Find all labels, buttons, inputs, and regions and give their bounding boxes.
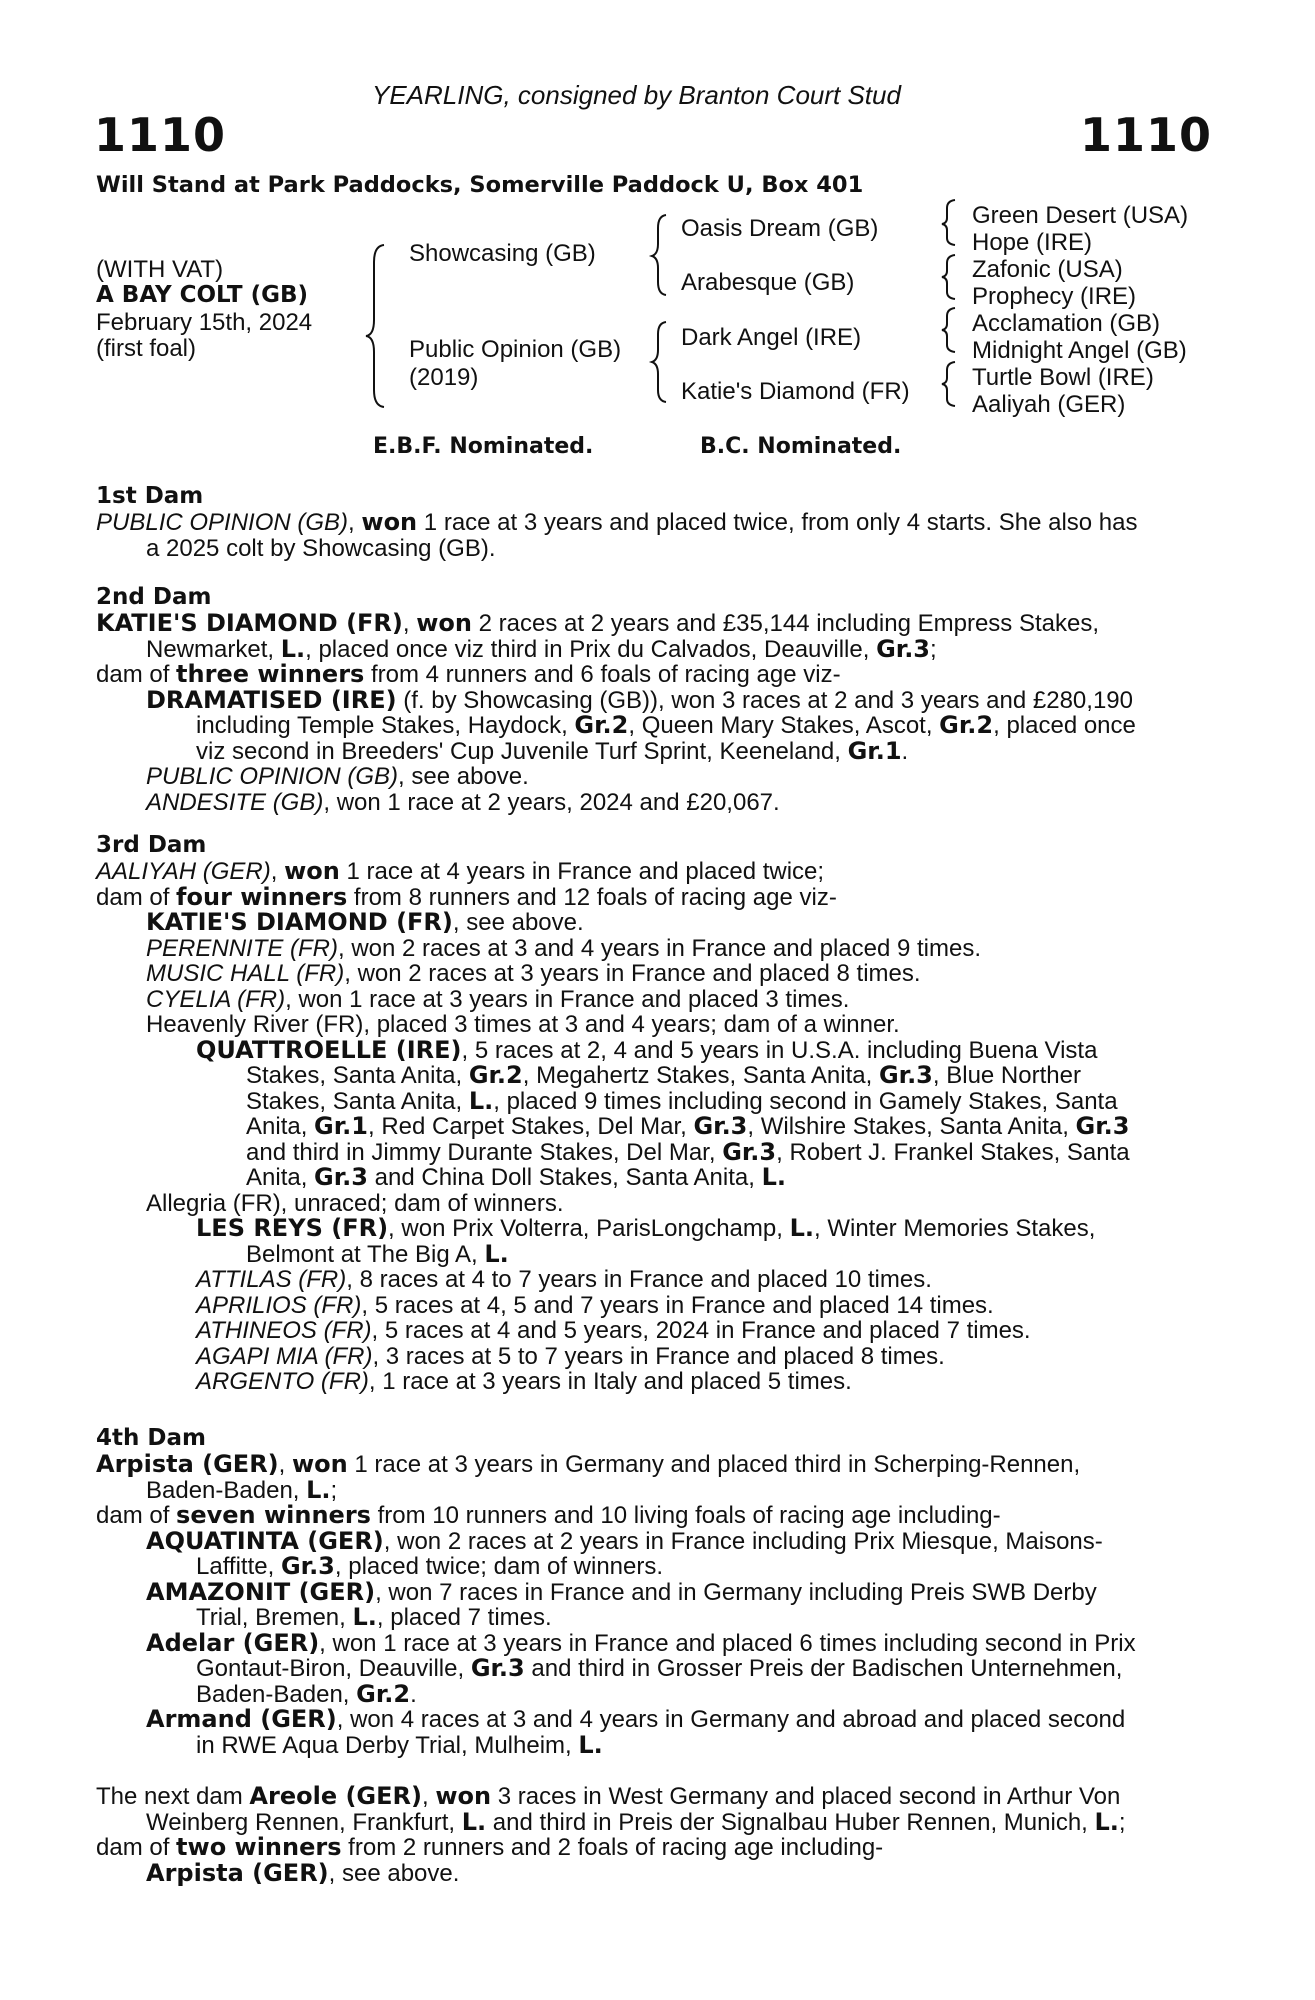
text: , 5 races at 4 and 5 years, 2024 in France and placed 7 times.: [371, 1317, 1031, 1344]
text: , won 7 races in France and in Germany including Preis SWB Derby: [375, 1578, 1097, 1606]
text: , placed 9 times including second in Gamely Stakes, Santa: [493, 1087, 1118, 1115]
progeny-name: ARGENTO (FR): [196, 1368, 369, 1395]
text: Belmont at The Big A,: [246, 1240, 485, 1268]
text: , 1 race at 3 years in Italy and placed 5 times.: [368, 1368, 852, 1395]
bc-nominated: B.C. Nominated.: [700, 434, 902, 459]
progeny-name: QUATTROELLE (IRE): [196, 1035, 462, 1064]
text: 2 races at 2 years and £35,144 including Empress Stakes,: [471, 610, 1100, 637]
text: Stakes, Santa Anita,: [246, 1087, 469, 1115]
text: , Wilshire Stakes, Santa Anita,: [747, 1113, 1076, 1140]
text: , placed 7 times.: [376, 1604, 552, 1631]
grade-label: Gr.2: [939, 711, 994, 739]
sire-name: Showcasing (GB): [409, 240, 596, 267]
text: dam of: [96, 1502, 177, 1529]
text: , won 1 race at 3 years in France and placed 3 times.: [285, 985, 850, 1013]
text: and third in Preis der Signalbau Huber Rennen, Munich,: [486, 1808, 1095, 1836]
text: , won 4 races at 3 and 4 years in Germany and abroad and placed second: [336, 1706, 1126, 1733]
grade-label: Gr.2: [356, 1679, 411, 1708]
text: , won 1 race at 2 years, 2024 and £20,067.: [323, 788, 780, 816]
ped-sds: Zafonic (USA): [972, 256, 1123, 283]
text: 1 race at 3 years in Germany and placed third in Scherping-Rennen,: [347, 1451, 1081, 1478]
text: The next dam: [96, 1783, 250, 1810]
ped-ssd: Hope (IRE): [972, 229, 1093, 256]
horse-name: A BAY COLT (GB): [96, 282, 309, 308]
text: Baden-Baden,: [146, 1476, 307, 1504]
ebf-nominated: E.B.F. Nominated.: [373, 434, 594, 459]
won-label: won: [284, 857, 340, 885]
grade-label: L.: [352, 1603, 377, 1631]
grade-label: Gr.2: [574, 711, 629, 739]
text: , Robert J. Frankel Stakes, Santa: [776, 1138, 1130, 1166]
won-label: won: [361, 508, 418, 536]
text: , placed once viz third in Prix du Calvados, Deauville,: [305, 635, 877, 663]
text: , won Prix Volterra, ParisLongchamp,: [388, 1215, 790, 1242]
fourth-dam-title: 4th Dam: [96, 1425, 206, 1451]
text: ;: [1118, 1808, 1126, 1836]
text: Trial, Bremen,: [196, 1604, 353, 1631]
grade-label: Gr.1: [314, 1112, 368, 1140]
text: 1 race at 3 years and placed twice, from only 4 starts. She also has: [417, 509, 1138, 536]
text: ,: [421, 1783, 436, 1810]
grade-label: L.: [461, 1807, 487, 1836]
grade-label: Gr.3: [876, 634, 931, 663]
text: and China Doll Stakes, Santa Anita,: [367, 1164, 762, 1191]
second-dam-section: [96, 584, 1206, 815]
text: , see above.: [452, 909, 584, 936]
second-dam-title: 2nd Dam: [96, 584, 212, 610]
grade-label: Gr.3: [878, 1061, 933, 1089]
sire-dam: Arabesque (GB): [681, 269, 855, 296]
text: ;: [930, 635, 937, 663]
winners-count: four winners: [176, 882, 348, 911]
text: Anita,: [246, 1113, 315, 1140]
progeny-name: KATIE'S DIAMOND (FR): [146, 908, 453, 936]
text-line: Allegria (FR), unraced; dam of winners.: [146, 1189, 564, 1217]
text-line: a 2025 colt by Showcasing (GB).: [146, 534, 496, 562]
consignment-line: YEARLING, consigned by Branton Court Stud: [372, 80, 901, 110]
text: Newmarket,: [146, 635, 281, 663]
text: , Winter Memories Stakes,: [814, 1215, 1096, 1242]
text: , placed once: [993, 712, 1136, 739]
grade-label: L.: [1094, 1807, 1119, 1836]
text: from 10 runners and 10 living foals of racing age including-: [370, 1502, 1001, 1529]
progeny-name: ATHINEOS (FR): [196, 1317, 372, 1344]
text: and third in Grosser Preis der Badischen Unternehmen,: [524, 1655, 1123, 1682]
stabling-location: Will Stand at Park Paddocks, Somerville Paddock U, Box 401: [96, 172, 864, 198]
grade-label: Gr.3: [314, 1163, 368, 1191]
progeny-name: AMAZONIT (GER): [146, 1577, 376, 1606]
ped-ddd: Aaliyah (GER): [972, 391, 1126, 418]
text: including Temple Stakes, Haydock,: [196, 712, 575, 739]
text: and third in Jimmy Durante Stakes, Del Mar,: [246, 1138, 723, 1166]
text: Stakes, Santa Anita,: [246, 1062, 469, 1089]
vat-note: (WITH VAT): [96, 256, 224, 283]
progeny-name: ATTILAS (FR): [196, 1266, 347, 1293]
text: Baden-Baden,: [196, 1680, 357, 1708]
progeny-name: MUSIC HALL (FR): [146, 960, 345, 987]
ped-dss: Acclamation (GB): [972, 310, 1161, 337]
ped-sss: Green Desert (USA): [972, 202, 1189, 229]
horse-dob: February 15th, 2024: [96, 309, 313, 336]
grade-label: Gr.3: [280, 1552, 335, 1580]
grade-label: Gr.3: [1075, 1112, 1130, 1140]
winners-count: seven winners: [176, 1501, 371, 1529]
lot-number-right: 1110: [1080, 108, 1213, 162]
text: dam of: [96, 883, 177, 911]
dam4-name: Arpista (GER): [96, 1450, 279, 1478]
progeny-name: CYELIA (FR): [146, 985, 286, 1013]
text: 3 races in West Germany and placed second in Arthur Von: [491, 1783, 1121, 1810]
text: (f. by Showcasing (GB)), won 3 races at 2 and 3 years and £280,190: [396, 686, 1133, 714]
dam-sire: Dark Angel (IRE): [681, 324, 862, 351]
progeny-name: Adelar (GER): [146, 1628, 320, 1657]
text: .: [901, 737, 909, 765]
winners-count: two winners: [176, 1833, 342, 1861]
progeny-name: AQUATINTA (GER): [146, 1526, 384, 1555]
text: , won 2 races at 3 and 4 years in France and placed 9 times.: [338, 934, 982, 962]
text: ,: [270, 858, 285, 885]
grade-label: Gr.1: [847, 736, 902, 765]
text: ;: [330, 1476, 338, 1504]
grade-label: L.: [484, 1239, 509, 1268]
grade-label: L.: [468, 1086, 494, 1115]
third-dam-section: [96, 832, 1206, 1395]
grade-label: Gr.3: [693, 1112, 748, 1140]
progeny-name: Arpista (GER): [146, 1858, 329, 1887]
third-dam-title: 3rd Dam: [96, 832, 207, 858]
ped-dsd: Midnight Angel (GB): [972, 337, 1187, 364]
text: , 5 races at 2, 4 and 5 years in U.S.A. including Buena Vista: [461, 1036, 1098, 1064]
text: dam of: [96, 661, 177, 688]
won-label: won: [435, 1782, 492, 1810]
text: , won 2 races at 3 years in France and placed 8 times.: [344, 960, 921, 987]
first-dam-section: [96, 483, 1206, 561]
dam-dam: Katie's Diamond (FR): [681, 378, 910, 405]
text: viz second in Breeders' Cup Juvenile Turf Sprint, Keeneland,: [196, 737, 848, 765]
text: Gontaut-Biron, Deauville,: [196, 1655, 471, 1682]
lot-number-left: 1110: [94, 108, 227, 162]
dam1-name: PUBLIC OPINION (GB): [96, 509, 349, 536]
text: Anita,: [246, 1164, 315, 1191]
sire-sire: Oasis Dream (GB): [681, 215, 879, 242]
progeny-name: AGAPI MIA (FR): [196, 1342, 373, 1370]
text: , placed twice; dam of winners.: [334, 1553, 664, 1580]
text: from 2 runners and 2 foals of racing age including-: [341, 1834, 884, 1861]
text: , Red Carpet Stakes, Del Mar,: [367, 1113, 694, 1140]
text: from 8 runners and 12 foals of racing age viz-: [347, 883, 837, 911]
progeny-name: ANDESITE (GB): [146, 788, 324, 816]
text: , see above.: [398, 763, 529, 790]
progeny-name: DRAMATISED (IRE): [146, 685, 397, 714]
grade-label: L.: [789, 1214, 814, 1242]
first-dam-title: 1st Dam: [96, 483, 204, 509]
text: Laffitte,: [196, 1553, 281, 1580]
text: , 3 races at 5 to 7 years in France and placed 8 times.: [372, 1342, 945, 1370]
text: , 8 races at 4 to 7 years in France and placed 10 times.: [346, 1266, 932, 1293]
text: , Queen Mary Stakes, Ascot,: [628, 712, 940, 739]
dam2-name: KATIE'S DIAMOND (FR): [96, 609, 403, 637]
dam5-name: Areole (GER): [249, 1782, 422, 1810]
dam-name: Public Opinion (GB): [409, 336, 622, 363]
text: ,: [348, 509, 362, 536]
ped-dds: Turtle Bowl (IRE): [972, 364, 1154, 391]
grade-label: L.: [306, 1475, 331, 1504]
text: , won 1 race at 3 years in France and placed 6 times including second in Prix: [319, 1629, 1136, 1657]
won-label: won: [291, 1450, 348, 1478]
progeny-name: Armand (GER): [146, 1705, 337, 1733]
text: in RWE Aqua Derby Trial, Mulheim,: [196, 1731, 579, 1759]
progeny-name: PERENNITE (FR): [146, 934, 338, 962]
text: 1 race at 4 years in France and placed twice;: [339, 858, 825, 885]
grade-label: Gr.3: [722, 1137, 777, 1166]
text: , won 2 races at 2 years in France including Prix Miesque, Maisons-: [383, 1527, 1103, 1555]
fourth-dam-section: [96, 1425, 1206, 1758]
text: ,: [402, 610, 417, 637]
horse-note: (first foal): [96, 335, 197, 362]
text: from 4 runners and 6 foals of racing age viz-: [364, 661, 841, 688]
text: , see above.: [328, 1859, 460, 1887]
text: Weinberg Rennen, Frankfurt,: [146, 1808, 462, 1836]
next-dam-section: [96, 1784, 1206, 1886]
dam-year: (2019): [409, 364, 479, 391]
progeny-name: APRILIOS (FR): [196, 1291, 362, 1319]
text: , Megahertz Stakes, Santa Anita,: [522, 1062, 879, 1089]
text: ,: [278, 1451, 292, 1478]
grade-label: L.: [578, 1730, 603, 1759]
text: , 5 races at 4, 5 and 7 years in France and placed 14 times.: [361, 1291, 994, 1319]
grade-label: Gr.3: [470, 1654, 525, 1682]
progeny-name: PUBLIC OPINION (GB): [146, 763, 399, 790]
winners-count: three winners: [176, 660, 365, 688]
grade-label: Gr.2: [468, 1061, 523, 1089]
text-line: Heavenly River (FR), placed 3 times at 3 and 4 years; dam of a winner.: [146, 1011, 900, 1038]
grade-label: L.: [761, 1163, 786, 1191]
text: .: [410, 1680, 417, 1708]
text: dam of: [96, 1834, 177, 1861]
won-label: won: [416, 609, 472, 637]
dam3-name: AALIYAH (GER): [96, 858, 271, 885]
ped-sdd: Prophecy (IRE): [972, 283, 1137, 310]
grade-label: L.: [280, 634, 306, 663]
progeny-name: LES REYS (FR): [196, 1214, 389, 1242]
text: , Blue Norther: [932, 1062, 1081, 1089]
